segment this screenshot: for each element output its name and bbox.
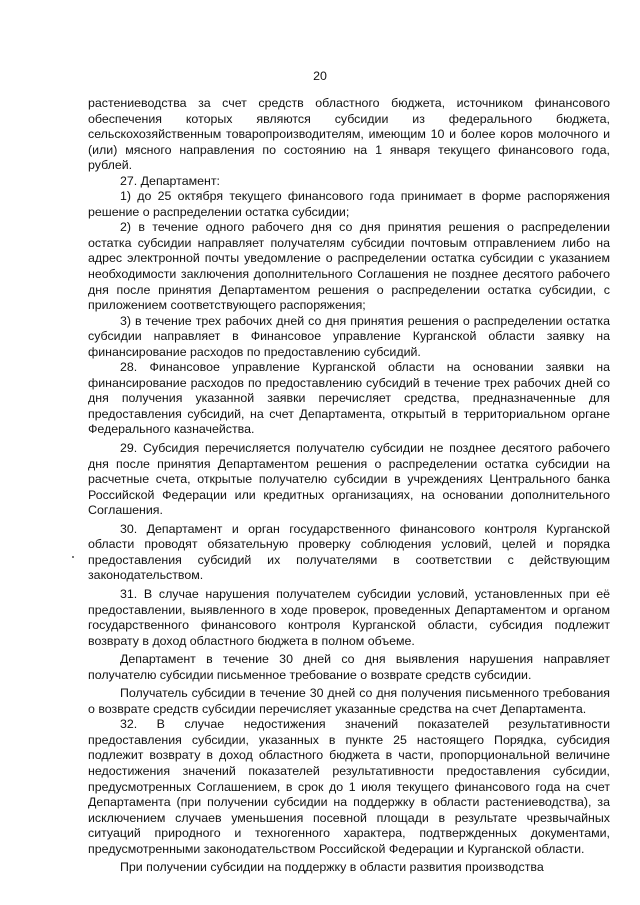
paragraph-31-repayment: Получатель субсидии в течение 30 дней со дня получения письменного требования о возврате средств субсидии перечисляет указанные средства на счет Департамента. <box>88 686 610 716</box>
margin-mark <box>72 556 74 558</box>
paragraph-31-notice: Департамент в течение 30 дней со дня выявления нарушения направляет получателю субсидии письменное требование о возврате средств субсидии. <box>88 652 610 682</box>
paragraph-27-item-1: 1) до 25 октября текущего финансового года принимает в форме распоряжения решение о распределении остатка субсидии; <box>88 189 610 219</box>
paragraph-27-heading: 27. Департамент: <box>120 173 220 188</box>
paragraph-28: 28. Финансовое управление Курганской области на основании заявки на финансирование расходов по предоставлению субсидий в течение трех рабочих дней со дня получения указанной заявки перечисляет средства, предназначенные для предоставления субсидий, на счет Департамента, открытый в территориальном органе Федерального казначейства. <box>88 360 610 437</box>
paragraph-29: 29. Субсидия перечисляется получателю субсидии не позднее десятого рабочего дня после принятия Департаментом решения о распределении остатка субсидии на расчетные счета, открытые получателю субсидии в учреждениях Центрального банка Российской Федерации или кредитных организациях, на основании дополнительного Соглашения. <box>88 441 610 518</box>
paragraph-31: 31. В случае нарушения получателем субсидии условий, установленных при её предоставлении, выявленного в ходе проверок, проведенных Департаментом и органом государственного финансового контроля Курганской области, субсидия подлежит возврату в доход областного бюджета в полном объеме. <box>88 586 610 648</box>
document-body <box>88 96 610 876</box>
paragraph-continuation: растениеводства за счет средств областного бюджета, источником финансового обеспечения которых являются субсидии из федерального бюджета, сельскохозяйственным товаропроизводителям, имеющим 10 и более коров молочного и (или) мясного направления по состоянию на 1 января текущего финансового года, рублей. <box>88 96 610 173</box>
page-number: 20 <box>313 69 327 83</box>
paragraph-continuation-next: При получении субсидии на поддержку в области развития производства <box>120 860 544 875</box>
paragraph-30: 30. Департамент и орган государственного финансового контроля Курганской области проводят обязательную проверку соблюдения условий, целей и порядка предоставления субсидий их получателями в соответствии с действующим законодательством. <box>88 521 610 583</box>
paragraph-32: 32. В случае недостижения значений показателей результативности предоставления субсидии, указанных в пункте 25 настоящего Порядка, субсидия подлежит возврату в доход областного бюджета в части, пропорциональной величине недостижения значений показателей результативности предоставления субсидии, предусмотренных Соглашением, в срок до 1 июля текущего финансового года на счет Департамента (при получении субсидии на поддержку в области растениеводства), за исключением случаев уменьшения посевной площади в результате чрезвычайных ситуаций природного и техногенного характера, подтвержденных документами, предусмотренными законодательством Российской Федерации и Курганской области. <box>88 717 610 856</box>
paragraph-27-item-2: 2) в течение одного рабочего дня со дня принятия решения о распределении остатка субсидии направляет получателям субсидии почтовым отправлением либо на адрес электронной почты уведомление о распределении остатка субсидии с указанием необходимости заключения дополнительного Соглашения не позднее десятого рабочего дня после принятия Департаментом решения о распределении остатка субсидии, с приложением соответствующего распоряжения; <box>88 220 610 313</box>
paragraph-27-item-3: 3) в течение трех рабочих дней со дня принятия решения о распределении остатка субсидии направляет в Финансовое управление Курганской области заявку на финансирование расходов по предоставлению субсидий. <box>88 313 610 359</box>
